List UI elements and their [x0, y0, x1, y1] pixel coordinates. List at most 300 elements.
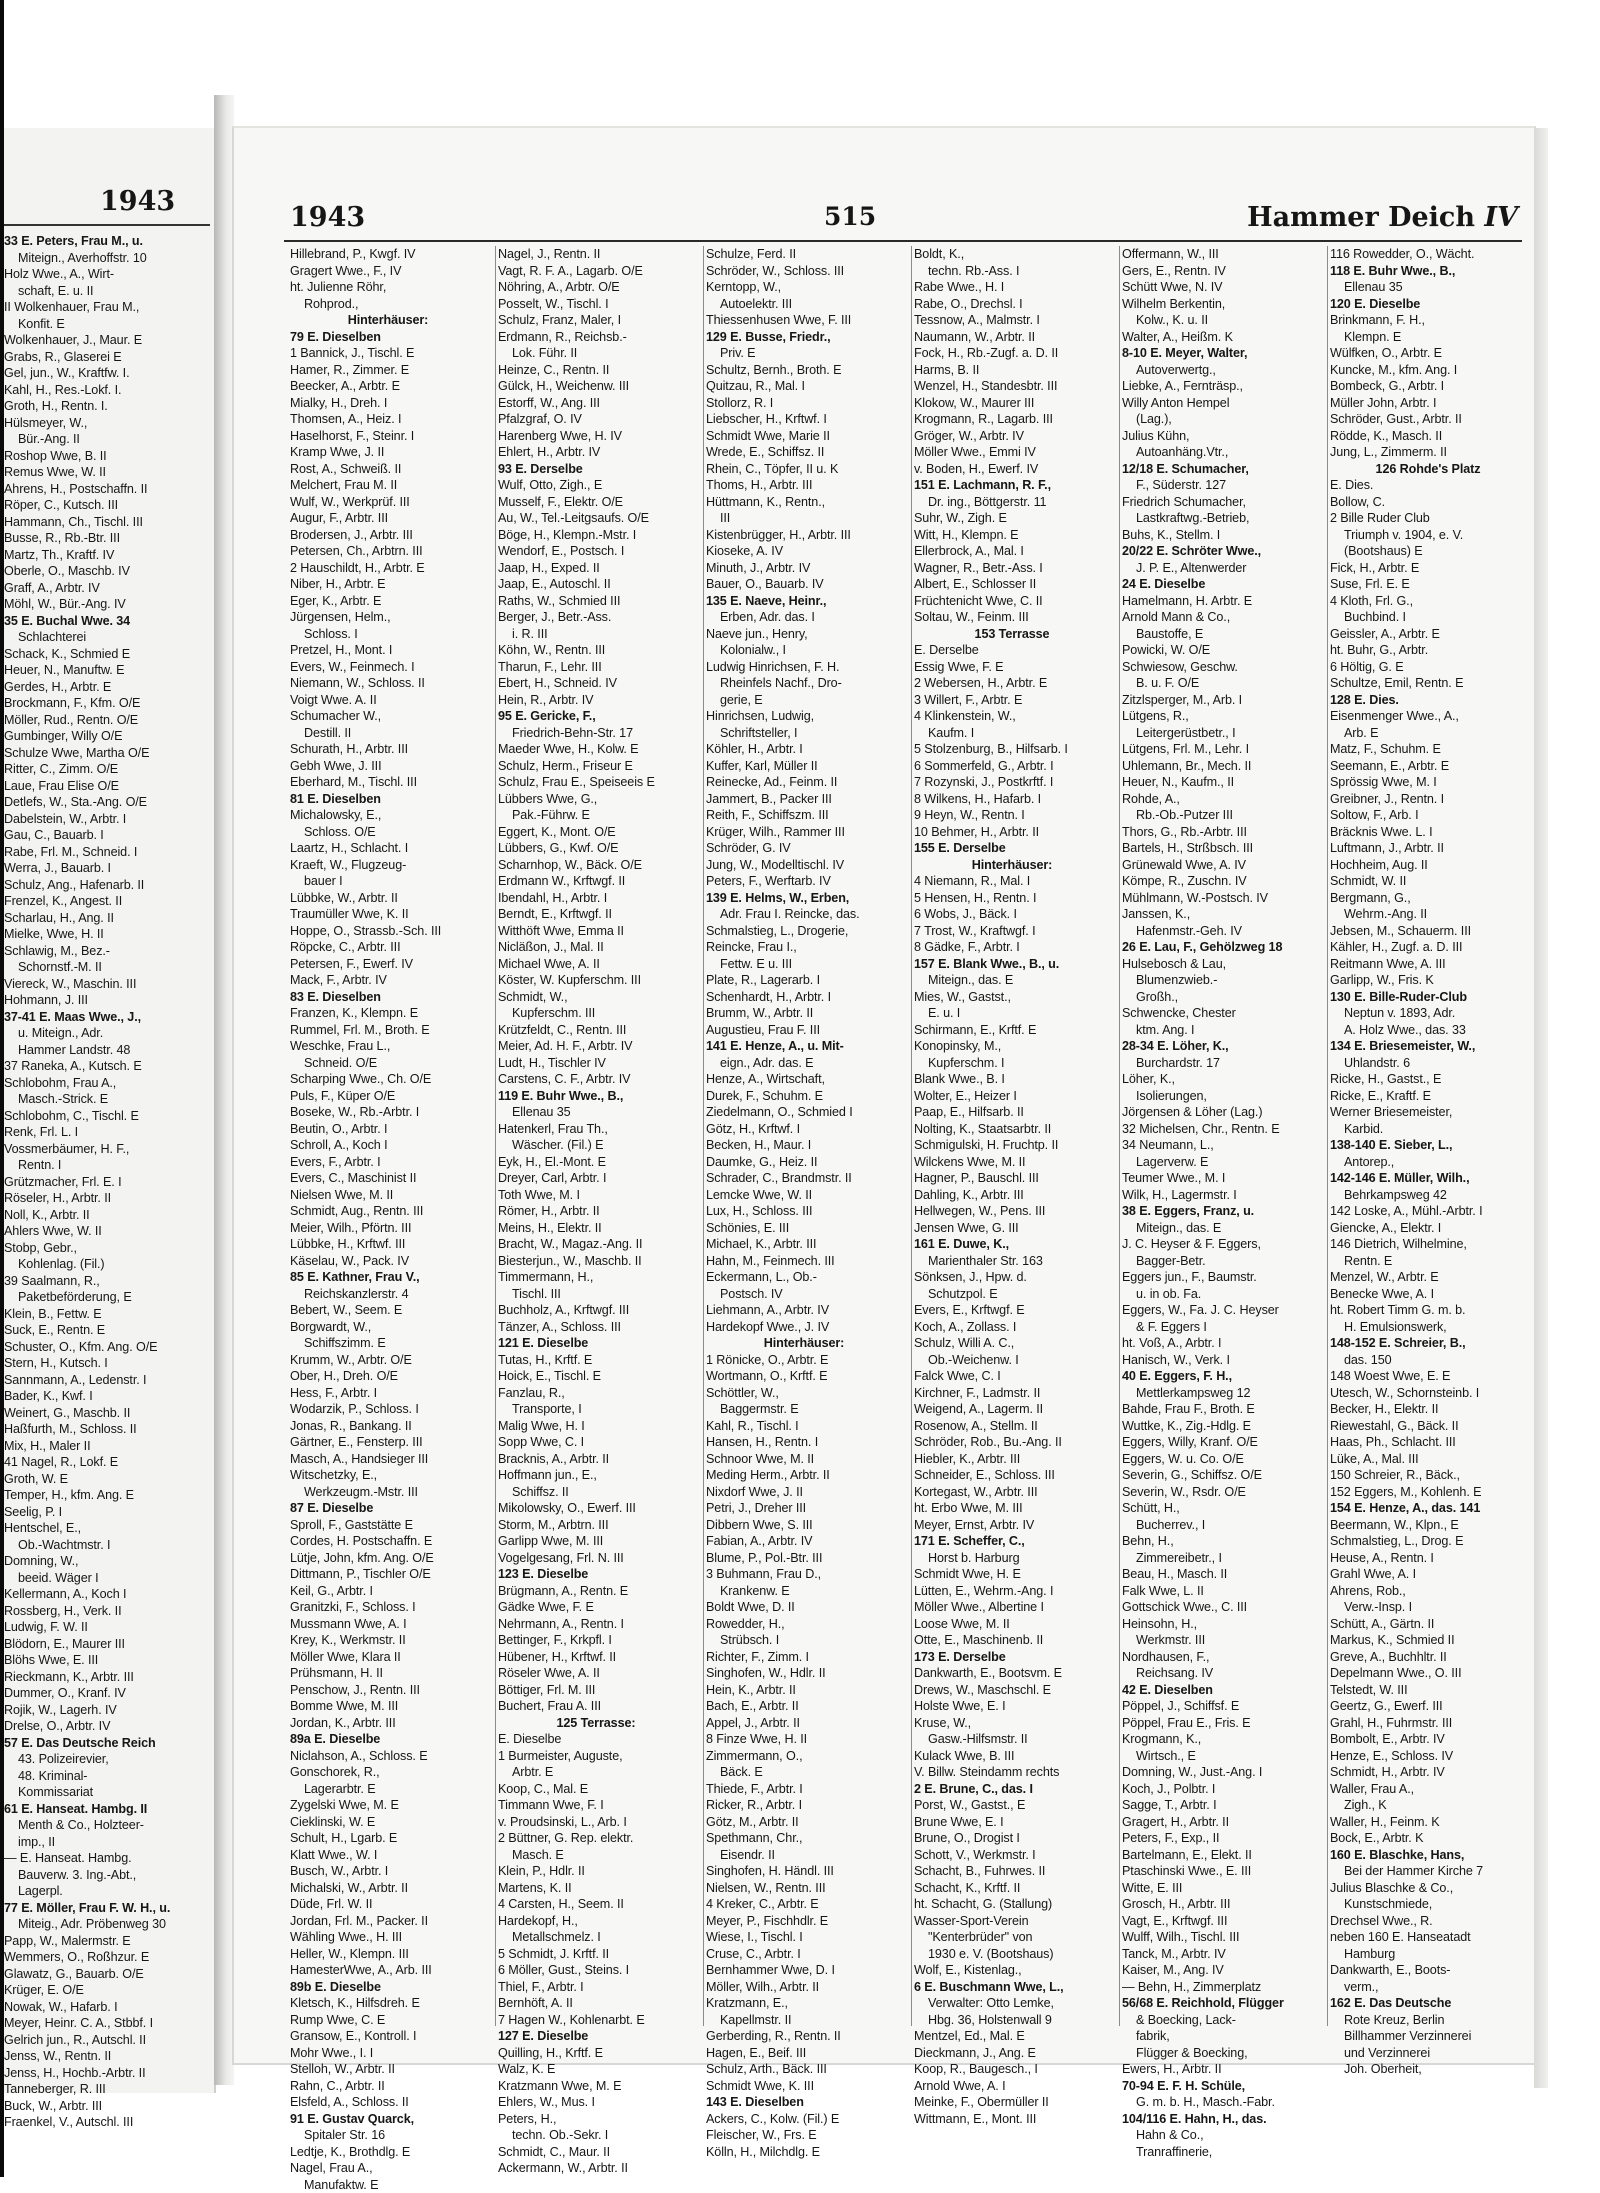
directory-entry: Buchholz, A., Krftwgf. III: [498, 1302, 694, 1319]
directory-entry: Liebscher, H., Krftwf. I: [706, 411, 902, 428]
directory-entry: Uhlemann, Br., Mech. II: [1122, 758, 1318, 775]
directory-entry: Koop, R., Baugesch., I: [914, 2061, 1110, 2078]
directory-entry: Sopp Wwe, C. I: [498, 1434, 694, 1451]
directory-entry: Bollow, C.: [1330, 494, 1526, 511]
directory-entry: Garlipp, W., Fris. K: [1330, 972, 1526, 989]
directory-entry: Willy Anton Hempel: [1122, 395, 1318, 412]
directory-entry: Kupferschm. III: [498, 1005, 694, 1022]
directory-entry: Loose Wwe, M. II: [914, 1616, 1110, 1633]
directory-entry: Wiese, I., Tischl. I: [706, 1929, 902, 1946]
directory-entry: Möller, Wilh., Arbtr. II: [706, 1979, 902, 1996]
directory-entry: Niclahson, A., Schloss. E: [290, 1748, 486, 1765]
directory-entry: Bei der Hammer Kirche 7: [1330, 1863, 1526, 1880]
directory-entry: Koop, C., Mal. E: [498, 1781, 694, 1798]
directory-entry: Quilling, H., Krftf. E: [498, 2045, 694, 2062]
directory-entry: Albert, E., Schlosser II: [914, 576, 1110, 593]
directory-entry: 24 E. Dieselbe: [1122, 576, 1318, 593]
directory-entry: Blumenzwieb.-: [1122, 972, 1318, 989]
directory-entry: E. Dieselbe: [498, 1731, 694, 1748]
directory-entry: Schröder, Rob., Bu.-Ang. II: [914, 1434, 1110, 1451]
directory-entry: Sannmann, A., Ledenstr. I: [4, 1372, 210, 1389]
directory-entry: Bernhöft, A. II: [498, 1995, 694, 2012]
directory-entry: Schütt, A., Gärtn. II: [1330, 1616, 1526, 1633]
directory-entry: Suse, Frl. E. E: [1330, 576, 1526, 593]
directory-entry: Tanck, M., Arbtr. IV: [1122, 1946, 1318, 1963]
directory-entry: Strübsch. I: [706, 1632, 902, 1649]
directory-entry: 141 E. Henze, A., u. Mit-: [706, 1038, 902, 1055]
directory-entry: Rentn. I: [4, 1157, 210, 1174]
directory-entry: Durek, F., Schuhm. E: [706, 1088, 902, 1105]
directory-entry: Ackermann, W., Arbtr. II: [498, 2160, 694, 2177]
directory-entry: Ahrens, H., Postschaffn. II: [4, 481, 210, 498]
directory-entry: F., Süderstr. 127: [1122, 477, 1318, 494]
directory-entry: 89a E. Dieselbe: [290, 1731, 486, 1748]
directory-entry: Mussmann Wwe, A. I: [290, 1616, 486, 1633]
directory-entry: 2 Hauschildt, H., Arbtr. E: [290, 560, 486, 577]
directory-entry: Nehrmann, A., Rentn. I: [498, 1616, 694, 1633]
directory-entry: Laue, Frau Elise O/E: [4, 778, 210, 795]
directory-entry: Vogelgesang, Frl. N. III: [498, 1550, 694, 1567]
directory-entry: Erben, Adr. das. I: [706, 609, 902, 626]
directory-entry: Rentn. E: [1330, 1253, 1526, 1270]
directory-entry: 118 E. Buhr Wwe., B.,: [1330, 263, 1526, 280]
directory-entry: Heuer, N., Kaufm., II: [1122, 774, 1318, 791]
directory-entry: ht. Julienne Röhr,: [290, 279, 486, 296]
directory-entry: Hüttmann, K., Rentn.,: [706, 494, 902, 511]
directory-entry: Luftmann, J., Arbtr. II: [1330, 840, 1526, 857]
directory-entry: 9 Heyn, W., Rentn. I: [914, 807, 1110, 824]
directory-entry: Gau, C., Bauarb. I: [4, 827, 210, 844]
directory-entry: Reitmann Wwe, A. III: [1330, 956, 1526, 973]
directory-entry: 79 E. Dieselben: [290, 329, 486, 346]
directory-entry: Gransow, E., Kontroll. I: [290, 2028, 486, 2045]
directory-entry: Schmidt, W. II: [1330, 873, 1526, 890]
directory-entry: Bracknis, A., Arbtr. II: [498, 1451, 694, 1468]
directory-entry: (Bootshaus) E: [1330, 543, 1526, 560]
directory-entry: 56/68 E. Reichhold, Flügger: [1122, 1995, 1318, 2012]
directory-entry: Krumm, W., Arbtr. O/E: [290, 1352, 486, 1369]
directory-entry: Borgwardt, W.,: [290, 1319, 486, 1336]
directory-entry: Götz, M., Arbtr. II: [706, 1814, 902, 1831]
directory-entry: Bernhammer Wwe, D. I: [706, 1962, 902, 1979]
directory-entry: Powicki, W. O/E: [1122, 642, 1318, 659]
directory-entry: 128 E. Dies.: [1330, 692, 1526, 709]
directory-entry: 154 E. Henze, A., das. 141: [1330, 1500, 1526, 1517]
directory-entry: 26 E. Lau, F., Gehölzweg 18: [1122, 939, 1318, 956]
directory-entry: Hoick, E., Tischl. E: [498, 1368, 694, 1385]
directory-entry: H. Emulsionswerk,: [1330, 1319, 1526, 1336]
directory-entry: Cieklinski, W. E: [290, 1814, 486, 1831]
directory-entry: Becker, H., Elektr. II: [1330, 1401, 1526, 1418]
directory-entry: Pfalzgraf, O. IV: [498, 411, 694, 428]
directory-entry: Groth, H., Rentn. I.: [4, 398, 210, 415]
directory-entry: Fleischer, W., Frs. E: [706, 2127, 902, 2144]
directory-entry: bauer I: [290, 873, 486, 890]
directory-entry: Ellenau 35: [1330, 279, 1526, 296]
directory-entry: Bauverw. 3. Ing.-Abt.,: [4, 1867, 210, 1884]
directory-entry: 8-10 E. Meyer, Walter,: [1122, 345, 1318, 362]
directory-entry: Römer, H., Arbtr. II: [498, 1203, 694, 1220]
directory-entry: Koch, J., Polbtr. I: [1122, 1781, 1318, 1798]
directory-entry: Wilhelm Berkentin,: [1122, 296, 1318, 313]
directory-entry: Hohmann, J. III: [4, 992, 210, 1009]
directory-entry: Michael Wwe, A. II: [498, 956, 694, 973]
directory-entry: Wähling Wwe., H. III: [290, 1929, 486, 1946]
directory-entry: Lübbke, W., Arbtr. II: [290, 890, 486, 907]
directory-entry: 153 Terrasse: [914, 626, 1110, 643]
directory-entry: Keil, G., Arbtr. I: [290, 1583, 486, 1600]
directory-entry: 89b E. Dieselbe: [290, 1979, 486, 1996]
directory-entry: Hatenkerl, Frau Th.,: [498, 1121, 694, 1138]
directory-entry: Masch. E: [498, 1847, 694, 1864]
directory-entry: 12/18 E. Schumacher,: [1122, 461, 1318, 478]
directory-entry: Hardekopf, H.,: [498, 1913, 694, 1930]
directory-entry: Ibendahl, H., Arbtr. I: [498, 890, 694, 907]
directory-entry: Glawatz, G., Bauarb. O/E: [4, 1966, 210, 1983]
directory-entry: Verw.-Insp. I: [1330, 1599, 1526, 1616]
directory-entry: 87 E. Dieselbe: [290, 1500, 486, 1517]
directory-entry: Masch, A., Handsieger III: [290, 1451, 486, 1468]
directory-entry: 127 E. Dieselbe: [498, 2028, 694, 2045]
directory-entry: 6 Wobs, J., Bäck. I: [914, 906, 1110, 923]
directory-entry: Bracht, W., Magaz.-Ang. II: [498, 1236, 694, 1253]
directory-entry: Krey, K., Werkmstr. II: [290, 1632, 486, 1649]
directory-entry: Billhammer Verzinnerei: [1330, 2028, 1526, 2045]
directory-entry: Thiede, F., Arbtr. I: [706, 1781, 902, 1798]
directory-entry: Kerntopp, W.,: [706, 279, 902, 296]
directory-entry: Rhein, C., Töpfer, II u. K: [706, 461, 902, 478]
directory-entry: 3 Willert, F., Arbtr. E: [914, 692, 1110, 709]
directory-entry: Autoanhäng.Vtr.,: [1122, 444, 1318, 461]
directory-entry: Schlobohm, Frau A.,: [4, 1075, 210, 1092]
directory-entry: Hoffmann jun., E.,: [498, 1467, 694, 1484]
directory-entry: 81 E. Dieselben: [290, 791, 486, 808]
directory-entry: Baggermstr. E: [706, 1401, 902, 1418]
directory-entry: Wortmann, O., Krftf. E: [706, 1368, 902, 1385]
directory-entry: Schuster, O., Kfm. Ang. O/E: [4, 1339, 210, 1356]
directory-entry: Greibner, J., Rentn. I: [1330, 791, 1526, 808]
directory-entry: Schütt Wwe, N. IV: [1122, 279, 1318, 296]
directory-entry: Daumke, G., Heiz. II: [706, 1154, 902, 1171]
directory-entry: 1930 e. V. (Bootshaus): [914, 1946, 1110, 1963]
directory-entry: Fock, H., Rb.-Zugf. a. D. II: [914, 345, 1110, 362]
directory-entry: 5 Hensen, H., Rentn. I: [914, 890, 1110, 907]
directory-entry: Schmidt, H., Arbtr. IV: [1330, 1764, 1526, 1781]
directory-entry: Hinterhäuser:: [290, 312, 486, 329]
directory-entry: Bebert, W., Seem. E: [290, 1302, 486, 1319]
directory-entry: Meding Herm., Arbtr. II: [706, 1467, 902, 1484]
directory-entry: Schroll, A., Koch I: [290, 1137, 486, 1154]
directory-entry: Petersen, F., Ewerf. IV: [290, 956, 486, 973]
directory-entry: Thors, G., Rb.-Arbtr. III: [1122, 824, 1318, 841]
directory-entry: Holste Wwe, E. I: [914, 1698, 1110, 1715]
directory-entry: Ober, H., Dreh. O/E: [290, 1368, 486, 1385]
directory-entry: Wodarzik, P., Schloss. I: [290, 1401, 486, 1418]
directory-entry: beeid. Wäger I: [4, 1570, 210, 1587]
directory-entry: Grahl Wwe, A. I: [1330, 1566, 1526, 1583]
directory-entry: Melchert, Frau M. II: [290, 477, 486, 494]
directory-entry: Lux, H., Schloss. III: [706, 1203, 902, 1220]
directory-entry: Klein, P., Hdlr. II: [498, 1863, 694, 1880]
directory-entry: Konopinsky, M.,: [914, 1038, 1110, 1055]
directory-entry: Krankenw. E: [706, 1583, 902, 1600]
directory-entry: Beermann, W., Klpn., E: [1330, 1517, 1526, 1534]
directory-entry: Gerberding, R., Rentn. II: [706, 2028, 902, 2045]
directory-entry: Eckermann, L., Ob.-: [706, 1269, 902, 1286]
directory-entry: Dankwarth, E., Boots-: [1330, 1962, 1526, 1979]
directory-entry: Schulze Wwe, Martha O/E: [4, 745, 210, 762]
directory-entry: Fettw. E u. III: [706, 956, 902, 973]
directory-entry: Haas, Ph., Schlacht. III: [1330, 1434, 1526, 1451]
directory-entry: Jonas, R., Bankang. II: [290, 1418, 486, 1435]
directory-entry: 116 Rowedder, O., Wächt.: [1330, 246, 1526, 263]
directory-entry: — Behn, H., Zimmerplatz: [1122, 1979, 1318, 1996]
directory-entry: 129 E. Busse, Friedr.,: [706, 329, 902, 346]
directory-entry: Marienthaler Str. 163: [914, 1253, 1110, 1270]
directory-entry: Naeve jun., Henry,: [706, 626, 902, 643]
directory-entry: Dittmann, P., Tischler O/E: [290, 1566, 486, 1583]
directory-entry: Reichsang. IV: [1122, 1665, 1318, 1682]
directory-entry: Wäscher. (Fil.) E: [498, 1137, 694, 1154]
directory-entry: Grahl, H., Fuhrmstr. III: [1330, 1715, 1526, 1732]
directory-entry: Lagerverw. E: [1122, 1154, 1318, 1171]
directory-entry: Miteign., das. E: [1122, 1220, 1318, 1237]
directory-entry: v. Proudsinski, L., Arb. I: [498, 1814, 694, 1831]
directory-entry: Autoverwertg.,: [1122, 362, 1318, 379]
directory-entry: 139 E. Helms, W., Erben,: [706, 890, 902, 907]
directory-entry: Schirmann, E., Krftf. E: [914, 1022, 1110, 1039]
directory-entry: Mielke, Wwe, H. II: [4, 926, 210, 943]
directory-entry: & F. Eggers I: [1122, 1319, 1318, 1336]
directory-entry: Kommissariat: [4, 1784, 210, 1801]
directory-entry: Kramp Wwe, J. II: [290, 444, 486, 461]
directory-entry: Fabian, A., Arbtr. IV: [706, 1533, 902, 1550]
directory-entry: Schwencke, Chester: [1122, 1005, 1318, 1022]
directory-entry: Triumph v. 1904, e. V.: [1330, 527, 1526, 544]
directory-entry: 7 Hagen W., Kohlenarbt. E: [498, 2012, 694, 2029]
directory-entry: Ellenau 35: [498, 1104, 694, 1121]
directory-entry: 37 Raneka, A., Kutsch. E: [4, 1058, 210, 1075]
directory-entry: Ackers, C., Kolw. (Fil.) E: [706, 2111, 902, 2128]
directory-entry: Nagel, J., Rentn. II: [498, 246, 694, 263]
directory-entry: & Boecking, Lack-: [1122, 2012, 1318, 2029]
directory-entry: Wuttke, K., Zig.-Hdlg. E: [1122, 1418, 1318, 1435]
directory-entry: Miteign., Averhoffstr. 10: [4, 250, 210, 267]
directory-entry: Drelse, O., Arbtr. IV: [4, 1718, 210, 1735]
directory-entry: Horst b. Harburg: [914, 1550, 1110, 1567]
directory-entry: Storm, M., Arbtrn. III: [498, 1517, 694, 1534]
directory-entry: Koch, A., Zollass. I: [914, 1319, 1110, 1336]
directory-entry: Schlobohm, C., Tischl. E: [4, 1108, 210, 1125]
directory-entry: 42 E. Dieselben: [1122, 1682, 1318, 1699]
directory-entry: Depelmann Wwe., O. III: [1330, 1665, 1526, 1682]
directory-entry: Jordan, K., Arbtr. III: [290, 1715, 486, 1732]
directory-entry: ktm. Ang. I: [1122, 1022, 1318, 1039]
directory-entry: Zimmermann, O.,: [706, 1748, 902, 1765]
directory-entry: Brune Wwe, E. I: [914, 1814, 1110, 1831]
directory-entry: Wendorf, E., Postsch. I: [498, 543, 694, 560]
directory-entry: Rojik, W., Lagerh. IV: [4, 1702, 210, 1719]
page-year: 1943: [290, 202, 365, 233]
directory-entry: Michalowsky, E.,: [290, 807, 486, 824]
directory-entry: Dabelstein, W., Arbtr. I: [4, 811, 210, 828]
page-edge: [1534, 128, 1548, 2088]
directory-entry: Lübbers Wwe, G.,: [498, 791, 694, 808]
directory-entry: Bauer, O., Bauarb. IV: [706, 576, 902, 593]
directory-entry: Arnold Mann & Co.,: [1122, 609, 1318, 626]
directory-entry: Spethmann, Chr.,: [706, 1830, 902, 1847]
directory-entry: Fanzlau, R.,: [498, 1385, 694, 1402]
directory-entry: 1 Bannick, J., Tischl. E: [290, 345, 486, 362]
directory-entry: Rödde, K., Masch. II: [1330, 428, 1526, 445]
directory-entry: Ewers, H., Arbtr. II: [1122, 2061, 1318, 2078]
directory-entry: Dreyer, Carl, Arbtr. I: [498, 1170, 694, 1187]
directory-entry: Kölln, H., Milchdlg. E: [706, 2144, 902, 2161]
directory-entry: Nixdorf Wwe, J. II: [706, 1484, 902, 1501]
directory-entry: Schott, V., Werkmstr. I: [914, 1847, 1110, 1864]
directory-entry: ht. Erbo Wwe, M. III: [914, 1500, 1110, 1517]
directory-entry: 35 E. Buchal Wwe. 34: [4, 613, 210, 630]
directory-entry: 143 E. Dieselben: [706, 2094, 902, 2111]
directory-entry: Schulz, Willi A. C.,: [914, 1335, 1110, 1352]
directory-entry: 48. Kriminal-: [4, 1768, 210, 1785]
directory-entry: eign., Adr. das. E: [706, 1055, 902, 1072]
directory-entry: Bombeck, G., Arbtr. I: [1330, 378, 1526, 395]
directory-entry: Julius Blaschke & Co.,: [1330, 1880, 1526, 1897]
directory-entry: Rahn, C., Arbtr. II: [290, 2078, 486, 2095]
directory-entry: Detlefs, W., Sta.-Ang. O/E: [4, 794, 210, 811]
directory-entry: Ob.-Weichenw. I: [914, 1352, 1110, 1369]
directory-entry: 95 E. Gericke, F.,: [498, 708, 694, 725]
directory-entry: Appel, J., Arbtr. II: [706, 1715, 902, 1732]
directory-entry: Erdmann W., Krftwgf. II: [498, 873, 694, 890]
directory-entry: Kahl, H., Res.-Lokf. I.: [4, 382, 210, 399]
directory-entry: 142-146 E. Müller, Wilh.,: [1330, 1170, 1526, 1187]
directory-entry: Wolter, E., Heizer I: [914, 1088, 1110, 1105]
directory-entry: Seelig, P. I: [4, 1504, 210, 1521]
directory-entry: Rummel, Frl. M., Broth. E: [290, 1022, 486, 1039]
directory-entry: Essig Wwe, F. E: [914, 659, 1110, 676]
directory-entry: Ziedelmann, O., Schmied I: [706, 1104, 902, 1121]
directory-entry: Wittmann, E., Mont. III: [914, 2111, 1110, 2128]
directory-entry: verm.,: [1330, 1979, 1526, 1996]
directory-entry: Beau, H., Masch. II: [1122, 1566, 1318, 1583]
directory-entry: Stobp, Gebr.,: [4, 1240, 210, 1257]
directory-entry: Berndt, E., Krftwgf. II: [498, 906, 694, 923]
directory-entry: Tutas, H., Krftf. E: [498, 1352, 694, 1369]
directory-entry: Schornstf.-M. II: [4, 959, 210, 976]
directory-entry: Kuncke, M., kfm. Ang. I: [1330, 362, 1526, 379]
directory-entry: Lütje, John, kfm. Ang. O/E: [290, 1550, 486, 1567]
directory-entry: Röpcke, C., Arbtr. III: [290, 939, 486, 956]
directory-entry: Petersen, Ch., Arbtrn. III: [290, 543, 486, 560]
directory-entry: 8 Finze Wwe, H. II: [706, 1731, 902, 1748]
directory-entry: Naumann, W., Arbtr. II: [914, 329, 1110, 346]
directory-entry: Wolf, E., Kistenlag.,: [914, 1962, 1110, 1979]
directory-entry: Soltau, W., Feinm. III: [914, 609, 1110, 626]
directory-entry: Rb.-Ob.-Putzer III: [1122, 807, 1318, 824]
directory-entry: u. in ob. Fa.: [1122, 1286, 1318, 1303]
directory-entry: Zimmereibetr., I: [1122, 1550, 1318, 1567]
directory-entry: Brodersen, J., Arbtr. III: [290, 527, 486, 544]
directory-entry: Wulf, W., Werkprüf. III: [290, 494, 486, 511]
directory-entry: Peters, H.,: [498, 2111, 694, 2128]
directory-entry: Domning, W.,: [4, 1553, 210, 1570]
directory-entry: Severin, G., Schiffsz. O/E: [1122, 1467, 1318, 1484]
directory-entry: Eggers jun., F., Baumstr.: [1122, 1269, 1318, 1286]
directory-entry: Schlawig, M., Bez.-: [4, 943, 210, 960]
directory-entry: Puls, F., Küper O/E: [290, 1088, 486, 1105]
directory-entry: Jenss, W., Rentn. II: [4, 2048, 210, 2065]
directory-entry: Harms, B. II: [914, 362, 1110, 379]
directory-entry: Buck, W., Arbtr. III: [4, 2098, 210, 2115]
directory-entry: Wulff, Wilh., Tischl. III: [1122, 1929, 1318, 1946]
directory-entry: Blank Wwe., B. I: [914, 1071, 1110, 1088]
directory-entry: Boldt Wwe, D. II: [706, 1599, 902, 1616]
directory-entry: "Kenterbrüder" von: [914, 1929, 1110, 1946]
directory-entry: Roshop Wwe, B. II: [4, 448, 210, 465]
directory-entry: Giencke, A., Elektr. I: [1330, 1220, 1526, 1237]
directory-entry: Witthöft Wwe, Emma II: [498, 923, 694, 940]
directory-entry: Gröger, W., Arbtr. IV: [914, 428, 1110, 445]
directory-entry: Bartels, H., Strßbsch. III: [1122, 840, 1318, 857]
directory-entry: Ebert, H., Schneid. IV: [498, 675, 694, 692]
directory-entry: Granitzki, F., Schloss. I: [290, 1599, 486, 1616]
directory-entry: Schultz, Bernh., Broth. E: [706, 362, 902, 379]
directory-entry: Kahl, R., Tischl. I: [706, 1418, 902, 1435]
directory-entry: Hamer, R., Zimmer. E: [290, 362, 486, 379]
directory-entry: Pöppel, Frau E., Fris. E: [1122, 1715, 1318, 1732]
directory-entry: Traumüller Wwe, K. II: [290, 906, 486, 923]
directory-entry: Schack, K., Schmied E: [4, 646, 210, 663]
directory-entry: Nielsen Wwe, M. II: [290, 1187, 486, 1204]
directory-entry: schaft, E. u. II: [4, 283, 210, 300]
directory-entry: Gädke Wwe, F. E: [498, 1599, 694, 1616]
directory-entry: 6 Sommerfeld, G., Arbtr. I: [914, 758, 1110, 775]
directory-entry: 6 Höltig, G. E: [1330, 659, 1526, 676]
directory-entry: Eggert, K., Mont. O/E: [498, 824, 694, 841]
directory-entry: Hahn & Co.,: [1122, 2127, 1318, 2144]
directory-entry: Augustieu, Frau F. III: [706, 1022, 902, 1039]
directory-entry: Rabe, Frl. M., Schneid. I: [4, 844, 210, 861]
directory-entry: Brinkmann, F. H.,: [1330, 312, 1526, 329]
directory-entry: 43. Polizeirevier,: [4, 1751, 210, 1768]
directory-entry: Gerdes, H., Arbtr. E: [4, 679, 210, 696]
directory-entry: Brune, O., Drogist I: [914, 1830, 1110, 1847]
directory-entry: Ptaschinski Wwe., E. III: [1122, 1863, 1318, 1880]
directory-column-5: [1122, 246, 1318, 2026]
directory-entry: Holz Wwe., A., Wirt-: [4, 266, 210, 283]
directory-entry: Mies, W., Gastst.,: [914, 989, 1110, 1006]
directory-entry: Evers, C., Maschinist II: [290, 1170, 486, 1187]
directory-entry: Gülck, H., Weichenw. III: [498, 378, 694, 395]
directory-entry: Matz, F., Schuhm. E: [1330, 741, 1526, 758]
directory-entry: Schöttler, W.,: [706, 1385, 902, 1402]
directory-entry: Peters, F., Werftarb. IV: [706, 873, 902, 890]
directory-entry: Schriftsteller, I: [706, 725, 902, 742]
directory-entry: E. Derselbe: [914, 642, 1110, 659]
directory-entry: Arbtr. E: [498, 1764, 694, 1781]
directory-entry: Toth Wwe, M. I: [498, 1187, 694, 1204]
directory-entry: Kratzmann Wwe, M. E: [498, 2078, 694, 2095]
directory-entry: Brumm, W., Arbtr. II: [706, 1005, 902, 1022]
directory-entry: Soltow, F., Arb. I: [1330, 807, 1526, 824]
directory-entry: Remus Wwe, W. II: [4, 464, 210, 481]
directory-entry: Schenhardt, H., Arbtr. I: [706, 989, 902, 1006]
directory-entry: Löher, K.,: [1122, 1071, 1318, 1088]
directory-entry: Dahling, K., Arbtr. III: [914, 1187, 1110, 1204]
directory-entry: Thomsen, A., Heiz. I: [290, 411, 486, 428]
